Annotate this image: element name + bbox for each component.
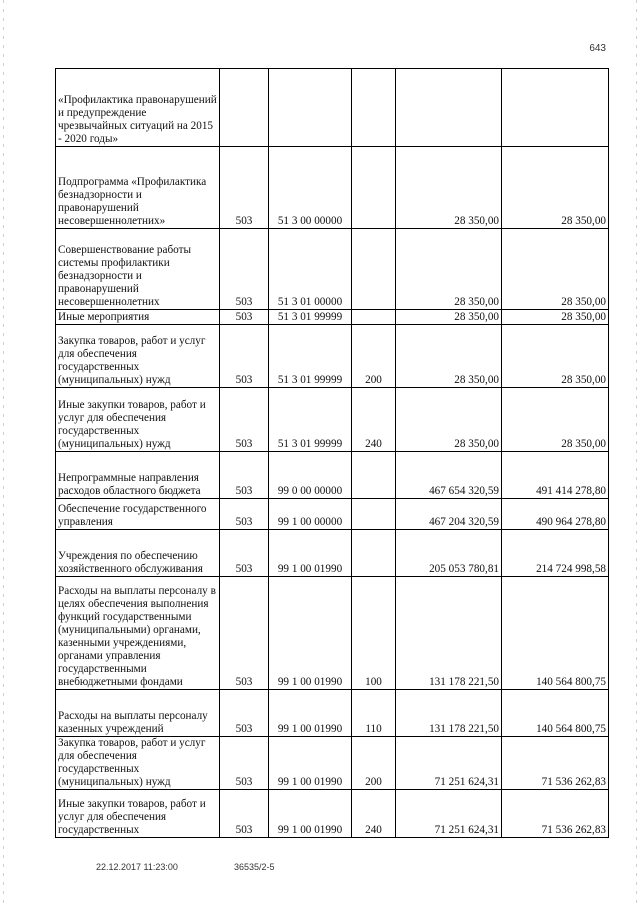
table-row — [56, 499, 609, 530]
cell-amount-2: 28 350,00 — [502, 229, 609, 310]
cell-expense-type: 240 — [352, 388, 396, 452]
cell-target-code — [269, 69, 352, 147]
table-row — [56, 310, 609, 325]
cell-section-code: 503 — [220, 388, 269, 452]
cell-expense-type: 110 — [352, 690, 396, 737]
cell-target-code: 99 1 00 01990 — [269, 737, 352, 790]
scan-edge-left — [3, 0, 4, 905]
cell-target-code: 51 3 01 99999 — [269, 325, 352, 388]
cell-expense-name: Обеспечение государственного управления — [56, 499, 220, 530]
table-row — [56, 690, 609, 737]
cell-amount-2: 71 536 262,83 — [502, 790, 609, 838]
cell-amount-2: 140 564 800,75 — [502, 577, 609, 690]
cell-amount-1: 71 251 624,31 — [396, 737, 502, 790]
cell-amount-1: 131 178 221,50 — [396, 690, 502, 737]
scan-edge-right — [636, 0, 637, 905]
cell-amount-2: 490 964 278,80 — [502, 499, 609, 530]
footer-date: 22.12.2017 11:23:00 — [96, 862, 178, 872]
cell-target-code: 99 1 00 01990 — [269, 790, 352, 838]
cell-amount-2: 140 564 800,75 — [502, 690, 609, 737]
cell-amount-1: 467 654 320,59 — [396, 452, 502, 499]
table-row — [56, 577, 609, 690]
cell-target-code: 51 3 00 00000 — [269, 147, 352, 229]
cell-amount-2: 28 350,00 — [502, 310, 609, 325]
cell-section-code: 503 — [220, 310, 269, 325]
cell-amount-2: 28 350,00 — [502, 388, 609, 452]
cell-expense-name: Непрограммные направления расходов областного бюджета — [56, 452, 220, 499]
table-row — [56, 147, 609, 229]
cell-expense-name: Расходы на выплаты персоналу в целях обеспечения выполнения функций государственными (муниципальными) органами, казенными учреждениями, органами управления государственными внебюджетными фондами — [56, 577, 220, 690]
cell-target-code: 99 1 00 01990 — [269, 577, 352, 690]
cell-amount-2: 214 724 998,58 — [502, 530, 609, 577]
cell-expense-name: «Профилактика правонарушений и предупреждение чрезвычайных ситуаций на 2015 - 2020 годы» — [56, 69, 220, 147]
cell-section-code: 503 — [220, 452, 269, 499]
cell-target-code: 51 3 01 99999 — [269, 310, 352, 325]
cell-expense-type — [352, 69, 396, 147]
table-row — [56, 69, 609, 147]
cell-target-code: 99 0 00 00000 — [269, 452, 352, 499]
table-row — [56, 229, 609, 310]
cell-amount-2: 28 350,00 — [502, 147, 609, 229]
cell-section-code: 503 — [220, 737, 269, 790]
cell-section-code: 503 — [220, 499, 269, 530]
budget-table — [55, 68, 609, 838]
cell-expense-type — [352, 310, 396, 325]
cell-expense-type: 240 — [352, 790, 396, 838]
cell-amount-2: 71 536 262,83 — [502, 737, 609, 790]
cell-target-code: 51 3 01 00000 — [269, 229, 352, 310]
cell-expense-name: Совершенствование работы системы профилактики безнадзорности и правонарушений несовершеннолетних — [56, 229, 220, 310]
cell-section-code: 503 — [220, 790, 269, 838]
cell-expense-type: 100 — [352, 577, 396, 690]
cell-expense-name: Иные закупки товаров, работ и услуг для обеспечения государственных — [56, 790, 220, 838]
cell-amount-2 — [502, 69, 609, 147]
cell-expense-name: Закупка товаров, работ и услуг для обеспечения государственных (муниципальных) нужд — [56, 325, 220, 388]
cell-section-code: 503 — [220, 577, 269, 690]
cell-section-code — [220, 69, 269, 147]
table-row — [56, 388, 609, 452]
cell-target-code: 51 3 01 99999 — [269, 388, 352, 452]
cell-amount-1: 131 178 221,50 — [396, 577, 502, 690]
cell-amount-1: 467 204 320,59 — [396, 499, 502, 530]
table-row — [56, 737, 609, 790]
cell-expense-name: Расходы на выплаты персоналу казенных учреждений — [56, 690, 220, 737]
cell-expense-type — [352, 452, 396, 499]
cell-amount-1 — [396, 69, 502, 147]
cell-section-code: 503 — [220, 325, 269, 388]
cell-amount-1: 28 350,00 — [396, 325, 502, 388]
cell-amount-1: 28 350,00 — [396, 388, 502, 452]
table-row — [56, 790, 609, 838]
cell-expense-name: Закупка товаров, работ и услуг для обеспечения государственных (муниципальных) нужд — [56, 737, 220, 790]
cell-expense-name: Иные закупки товаров, работ и услуг для обеспечения государственных (муниципальных) нужд — [56, 388, 220, 452]
table-row — [56, 452, 609, 499]
table-row — [56, 530, 609, 577]
cell-amount-1: 28 350,00 — [396, 310, 502, 325]
cell-expense-type — [352, 147, 396, 229]
cell-expense-type — [352, 499, 396, 530]
page-number: 643 — [589, 43, 606, 54]
cell-target-code: 99 1 00 01990 — [269, 530, 352, 577]
cell-expense-name: Учреждения по обеспечению хозяйственного обслуживания — [56, 530, 220, 577]
cell-section-code: 503 — [220, 147, 269, 229]
cell-target-code: 99 1 00 00000 — [269, 499, 352, 530]
cell-amount-2: 28 350,00 — [502, 325, 609, 388]
cell-expense-name: Подпрограмма «Профилактика безнадзорности и правонарушений несовершеннолетних» — [56, 147, 220, 229]
cell-target-code: 99 1 00 01990 — [269, 690, 352, 737]
cell-amount-1: 71 251 624,31 — [396, 790, 502, 838]
cell-expense-type — [352, 530, 396, 577]
cell-expense-name: Иные мероприятия — [56, 310, 220, 325]
cell-amount-1: 28 350,00 — [396, 229, 502, 310]
cell-expense-type: 200 — [352, 737, 396, 790]
cell-amount-2: 491 414 278,80 — [502, 452, 609, 499]
budget-table-body — [56, 69, 609, 838]
cell-expense-type: 200 — [352, 325, 396, 388]
cell-section-code: 503 — [220, 229, 269, 310]
cell-amount-1: 205 053 780,81 — [396, 530, 502, 577]
table-row — [56, 325, 609, 388]
cell-expense-type — [352, 229, 396, 310]
cell-amount-1: 28 350,00 — [396, 147, 502, 229]
cell-section-code: 503 — [220, 690, 269, 737]
footer-doc-code: 36535/2-5 — [234, 862, 275, 872]
cell-section-code: 503 — [220, 530, 269, 577]
